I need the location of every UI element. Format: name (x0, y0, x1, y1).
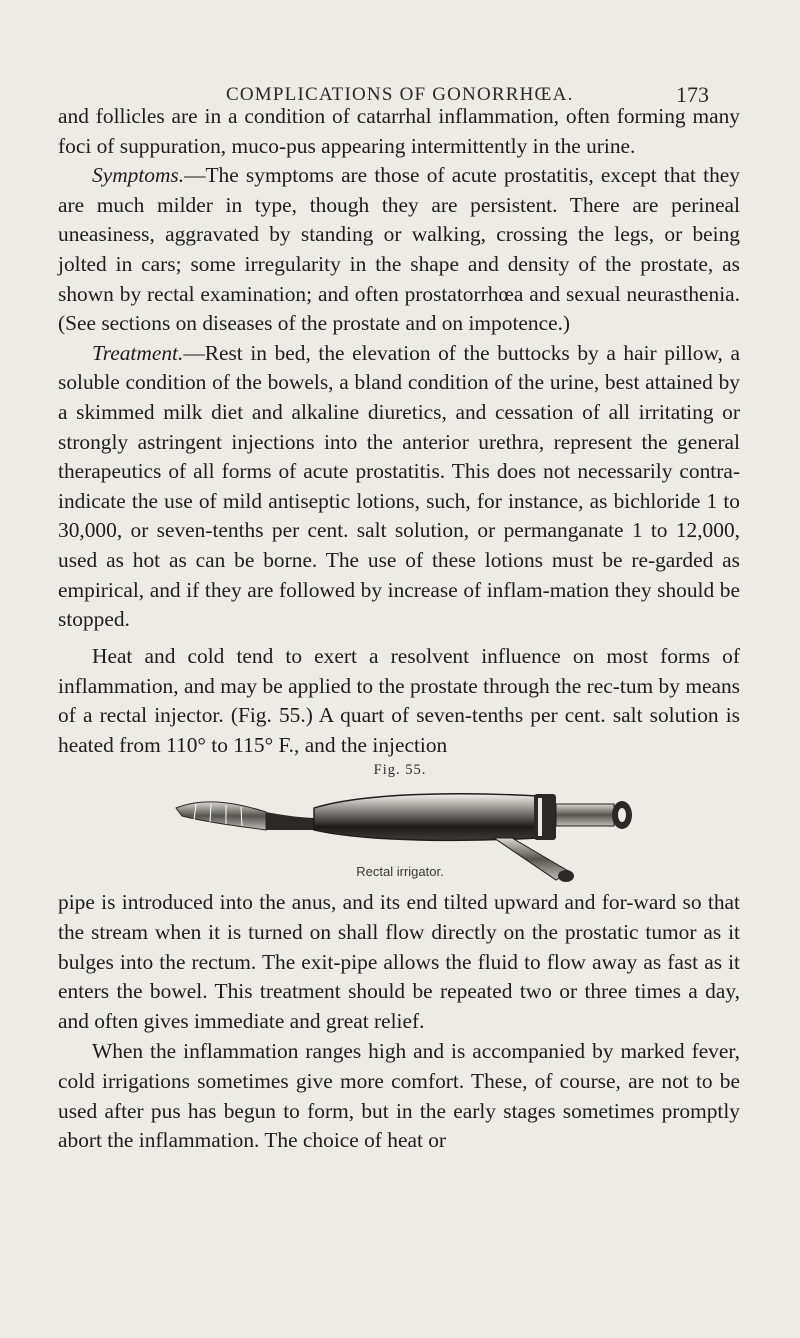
text-block-heat (58, 642, 740, 760)
text-block-bottom (58, 888, 740, 1156)
paragraph-treatment (58, 339, 740, 635)
paragraph-inflammation-high: When the inflammation ranges high and is accompanied by marked fever, cold irrigations sometimes give more comfort. These, of course, are not to be used after pus has begun to form, but in the early stages sometimes promptly abort the inflammation. The choice of heat or (58, 1038, 740, 1153)
treatment-body: —Rest in bed, the elevation of the buttocks by a hair pillow, a soluble condition of the bowels, a bland condition of the urine, best attained by a skimmed milk diet and alkaline diuretics, and cessation of all irritating or strongly astringent injections into the anterior urethra, represent the general therapeutics of all forms of acute prostatitis. This does not necessarily contra-indicate the use of mild antiseptic lotions, such, for instance, as bichloride 1 to 30,000, or seven-tenths per cent. salt solution, or permanganate 1 to 12,000, used as hot as can be borne. The use of these lotions must be re-garded as empirical, and if they are followed by increase of inflam-mation they should be stopped. (58, 340, 740, 632)
text-block-top (58, 102, 740, 635)
paragraph-pipe-introduced: pipe is introduced into the anus, and its end tilted upward and for-ward so that the stream when it is turned on shall flow directly on the prostatic tumor as it bulges into the rectum. The exit-pipe allows the fluid to flow away as fast as it enters the bowel. This treatment should be repeated two or three times a day, and often gives immediate and great relief. (58, 890, 740, 1034)
irrigator-inlet-pipe (556, 804, 614, 826)
irrigator-tip (176, 802, 266, 830)
figure-label: Fig. 55. (373, 762, 427, 778)
treatment-heading: Treatment. (92, 340, 184, 365)
irrigator-neck (266, 812, 316, 830)
running-head: COMPLICATIONS OF GONORRHŒA. (226, 84, 574, 105)
paragraph-symptoms (58, 161, 740, 339)
figure-caption: Rectal irrigator. (356, 864, 444, 879)
paragraph-heat-cold: Heat and cold tend to exert a resolvent influence on most forms of inflammation, and may be applied to the prostate through the rec-tum by means of a rectal injector. (Fig. 55.) A quart of seven-tenths per cent. salt solution is heated from 110° to 115° F., and the injection (58, 644, 740, 757)
symptoms-heading: Symptoms. (92, 163, 185, 188)
irrigator-collar (534, 794, 556, 840)
paragraph-follicles: and follicles are in a condition of catarrhal inflammation, often forming many foci of suppuration, muco-pus appearing intermittently in the urine. (58, 104, 740, 158)
page-number: 173 (676, 82, 709, 107)
irrigator-barrel (314, 794, 538, 841)
symptoms-body: —The symptoms are those of acute prostatitis, except that they are much milder in type, though they are persistent. There are perineal uneasiness, aggravated by standing or walking, crossing the legs, or being jolted in cars; some irregularity in the shape and density of the prostate, as shown by rectal examination; and often prostatorrhœa and sexual neurasthenia. (See sections on diseases of the prostate and on impotence.) (58, 163, 740, 336)
